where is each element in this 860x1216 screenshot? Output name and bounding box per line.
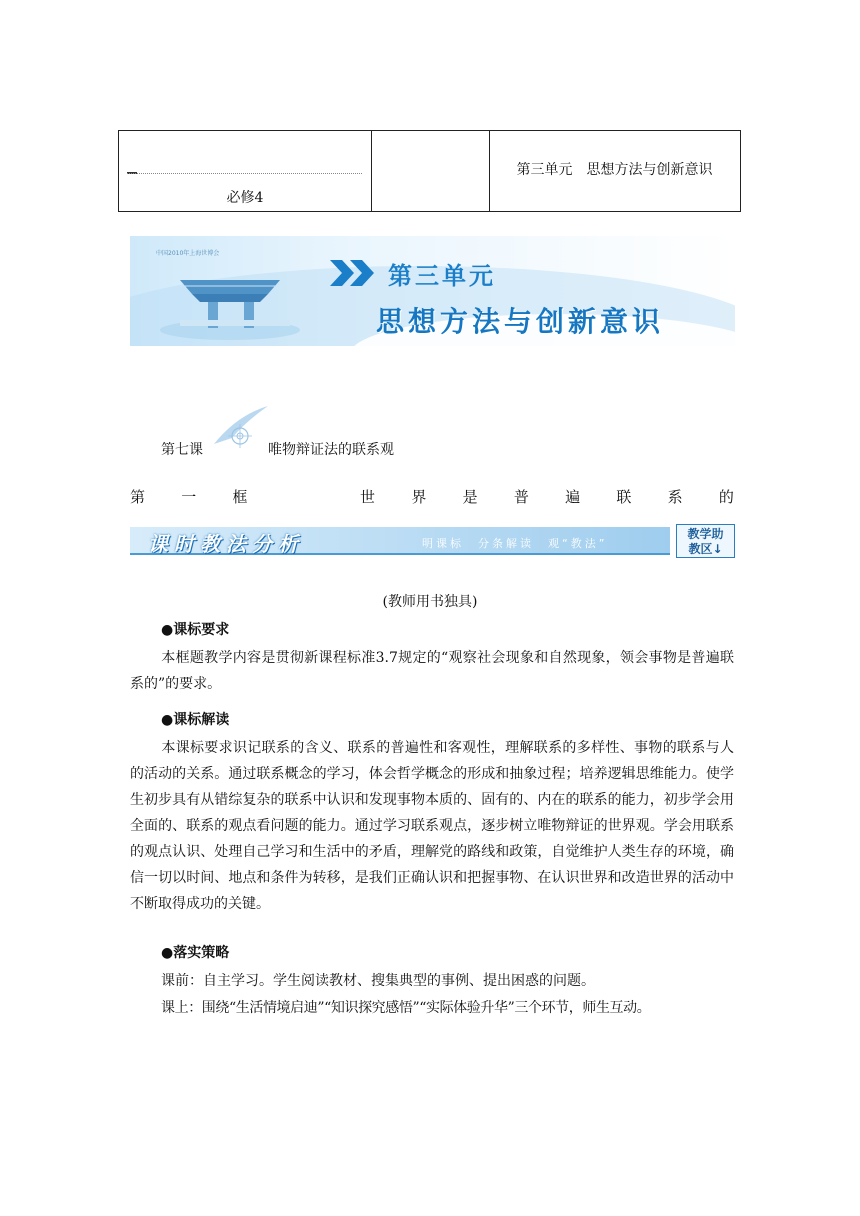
section-heading-interpretation: ●课标解读 xyxy=(161,712,230,728)
china-pavilion-image xyxy=(160,258,310,340)
strategy-line-in-class: 课上：围绕“生活情境启迪”“知识探究感悟”“实际体验升华”三个环节，师生互动。 xyxy=(161,1000,651,1016)
teacher-only-note: (教师用书独具) xyxy=(382,594,478,610)
frame-title-char: 一 xyxy=(181,488,197,506)
frame-title-char: 普 xyxy=(513,488,529,506)
frame-title-gap xyxy=(284,486,324,507)
frame-title-char: 框 xyxy=(232,488,248,506)
frame-title-char: 遍 xyxy=(565,488,581,506)
frame-title-char: 界 xyxy=(411,488,427,506)
section-text-standard-content: 本框题教学内容是贯彻新课程标准3.7规定的“观察社会现象和自然现象，领会事物是普遍联系的”的要求。 xyxy=(130,650,734,692)
section-text-interpretation xyxy=(130,735,734,917)
double-chevron-icon xyxy=(330,260,376,286)
frame-title xyxy=(130,486,734,507)
analysis-banner xyxy=(130,523,737,560)
strategy-line-before-class: 课前：自主学习。学生阅读教材、搜集典型的事例、提出困惑的问题。 xyxy=(161,973,595,989)
unit-label: 第三单元 思想方法与创新意识 xyxy=(516,162,713,178)
banner-unit-name: 思想方法与创新意识 xyxy=(376,305,665,338)
book-label: 必修4 xyxy=(226,190,264,206)
section-text-standard xyxy=(130,645,734,697)
banner-unit-number: 第三单元 xyxy=(388,262,496,290)
section-text-interpretation-content: 本课标要求识记联系的含义、联系的普遍性和客观性，理解联系的多样性、事物的联系与人的活动的关系。通过联系概念的学习，体会哲学概念的形成和抽象过程；培养逻辑思维能力。使学生初步具有从错综复杂的联系中认识和发现事物本质的、固有的、内在的联系的能力，初步学会用全面的、联系的观点看问题的能力。通过学习联系观点，逐步树立唯物辩证的世界观。学会用联系的观点认识、处理自己学习和生活中的矛盾，理解党的路线和政策，自觉维护人类生存的环境，确信一切以时间、地点和条件为转移，是我们正确认识和把握事物、在认识世界和改造世界的活动中不断取得成功的关键。 xyxy=(130,740,734,912)
section-heading-standard: ●课标要求 xyxy=(161,622,230,638)
header-dotted-rule xyxy=(127,173,362,174)
target-swoosh-icon xyxy=(210,404,270,450)
teaching-aid-box[interactable] xyxy=(676,524,735,558)
header-cell-book xyxy=(119,131,372,211)
analysis-banner-title: 课时教法分析 xyxy=(148,532,304,556)
teaching-aid-line1: 教学助 xyxy=(687,527,724,541)
header-cell-unit xyxy=(489,131,740,211)
analysis-banner-subtitle: 明课标 分条解读 观“教法” xyxy=(422,537,608,550)
header-table xyxy=(118,130,741,212)
lesson-title: 唯物辩证法的联系观 xyxy=(268,442,394,458)
header-cell-empty xyxy=(371,131,490,211)
frame-title-char: 联 xyxy=(616,488,632,506)
frame-title-char: 系 xyxy=(667,488,683,506)
section-heading-strategy: ●落实策略 xyxy=(161,945,230,961)
lesson-number: 第七课 xyxy=(161,442,203,458)
teaching-aid-line2: 教区↓ xyxy=(688,542,723,556)
expo-logo-text: 中国2010年上海世博会 xyxy=(156,250,220,257)
unit-banner xyxy=(130,236,735,346)
frame-title-char: 第 xyxy=(130,488,146,506)
frame-title-char: 的 xyxy=(718,488,734,506)
frame-title-char: 世 xyxy=(360,488,376,506)
frame-title-char: 是 xyxy=(462,488,478,506)
